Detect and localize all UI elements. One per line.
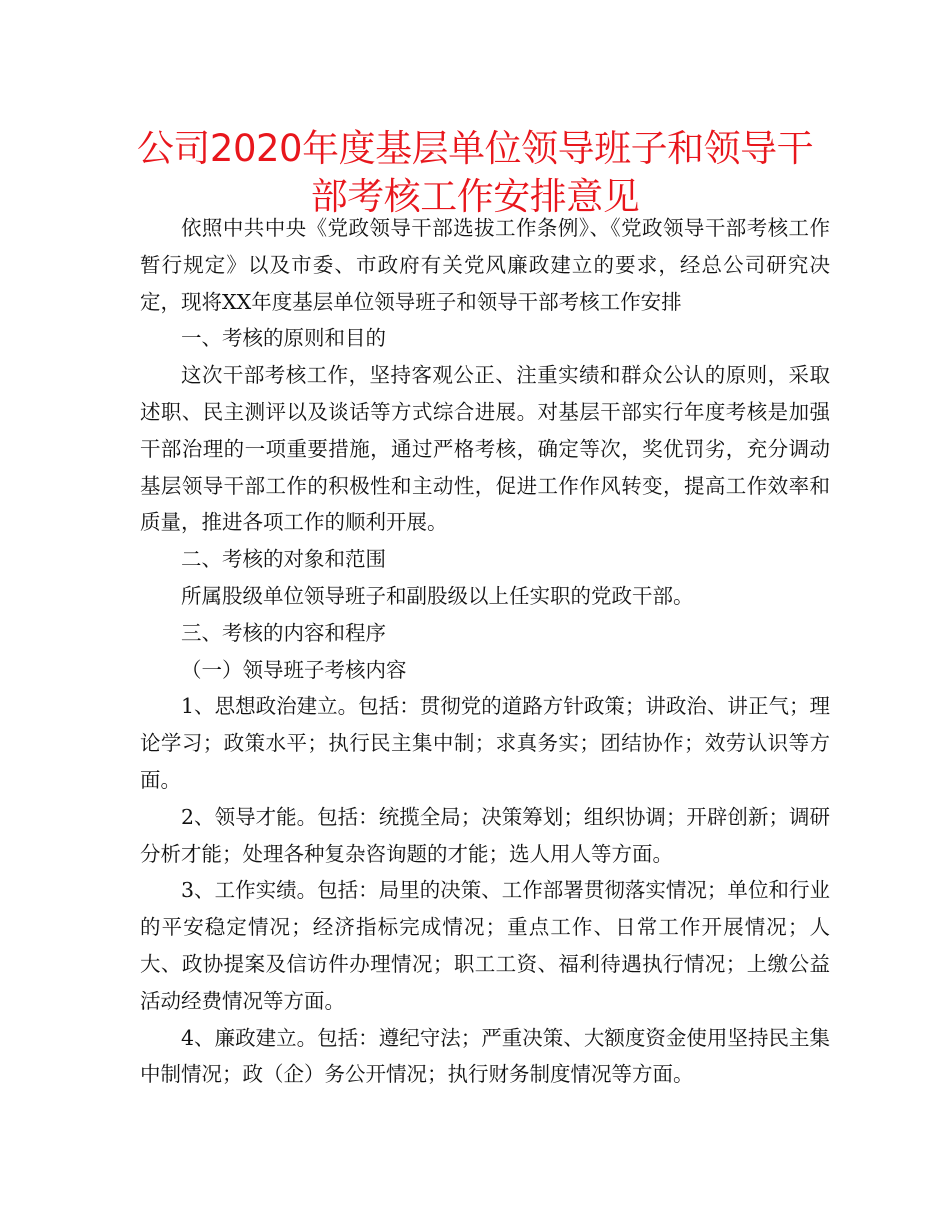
list-item-1: 1、思想政治建立。包括：贯彻党的道路方针政策；讲政治、讲正气；理论学习；政策水平；执行民主集中制；求真务实；团结协作；效劳认识等方面。 [140,694,830,792]
list-item-2: 2、领导才能。包括：统揽全局；决策筹划；组织协调；开辟创新；调研分析才能；处理各种复杂咨询题的才能；选人用人等方面。 [140,804,830,866]
section-heading-3: 三、考核的内容和程序 [181,620,386,645]
list-item-4: 4、廉政建立。包括：遵纪守法；严重决策、大额度资金使用坚持民主集中制情况；政（企）务公开情况；执行财务制度情况等方面。 [140,1025,830,1087]
paragraph-intro: 依照中共中央《党政领导干部选拔工作条例》、《党政领导干部考核工作暂行规定》以及市委、市政府有关党风廉政建立的要求，经总公司研究决定，现将XX年度基层单位领导班子和领导干部考核工作安排 [140,216,830,314]
document-title-line-2: 部考核工作安排意见 [310,175,640,218]
subsection-heading-1: （一）领导班子考核内容 [181,657,407,682]
list-item-3: 3、工作实绩。包括：局里的决策、工作部署贯彻落实情况；单位和行业的平安稳定情况；经济指标完成情况；重点工作、日常工作开展情况；人大、政协提案及信访件办理情况；职工工资、福利待遇执行情况；上缴公益活动经费情况等方面。 [140,878,830,1013]
section-heading-1: 一、考核的原则和目的 [181,326,386,351]
paragraph-principles: 这次干部考核工作，坚持客观公正、注重实绩和群众公认的原则，采取述职、民主测评以及谈话等方式综合进展。对基层干部实行年度考核是加强干部治理的一项重要措施，通过严格考核，确定等次，奖优罚劣，充分调动基层领导干部工作的积极性和主动性，促进工作作风转变，提高工作效率和质量，推进各项工作的顺利开展。 [140,363,830,535]
document-body [140,210,830,1093]
section-heading-2: 二、考核的对象和范围 [181,547,386,572]
document-title-line-1: 公司2020年度基层单位领导班子和领导干 [136,127,814,170]
paragraph-scope: 所属股级单位领导班子和副股级以上任实职的党政干部。 [181,583,694,608]
